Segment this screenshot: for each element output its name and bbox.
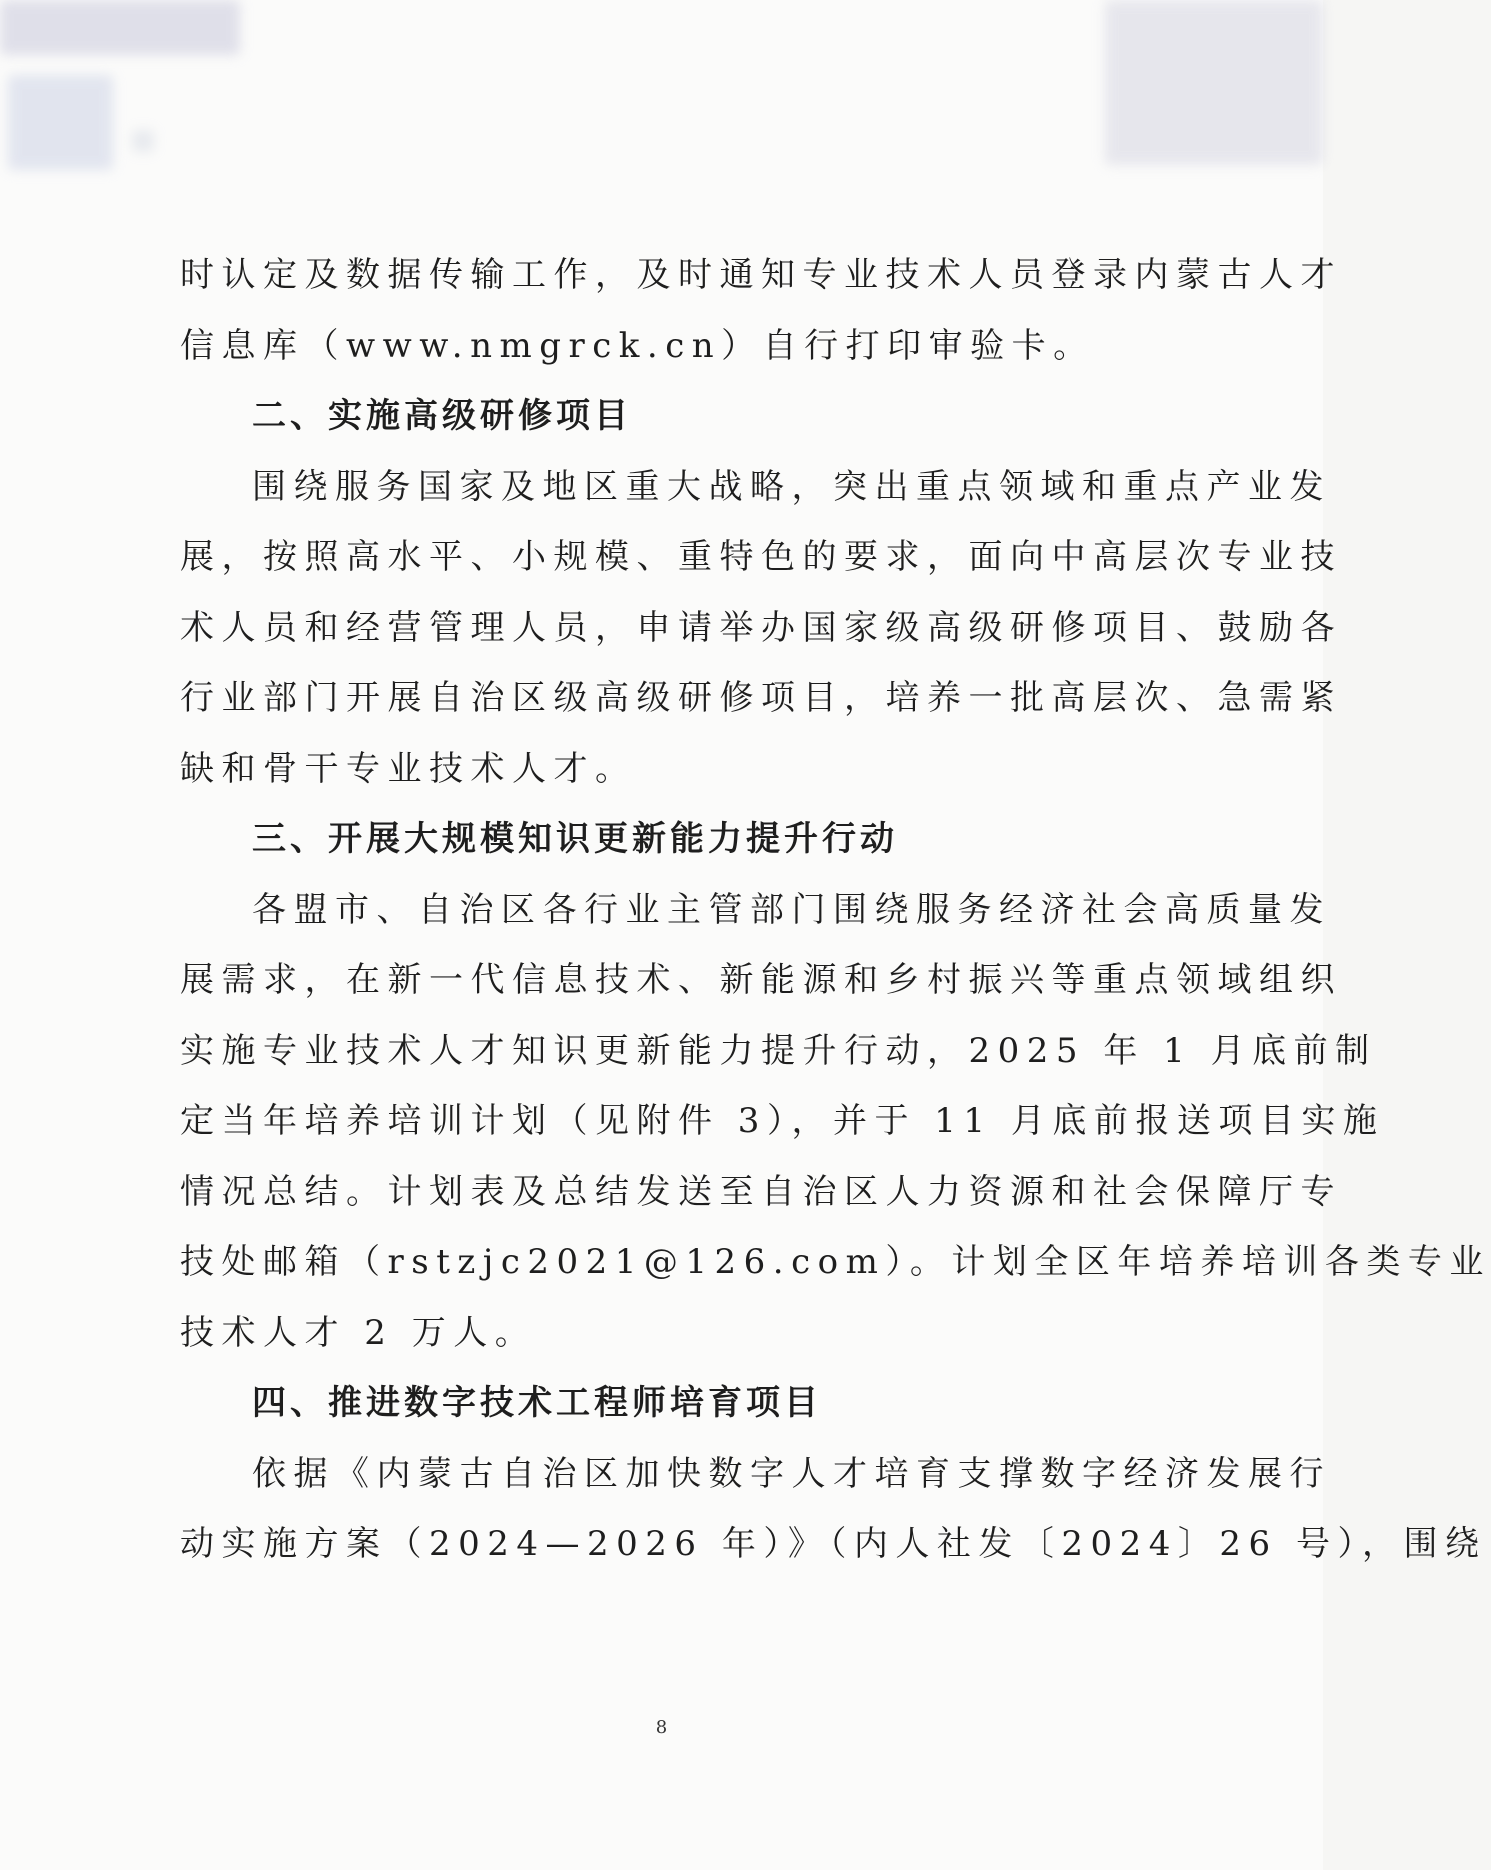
section-heading: 四、推进数字技术工程师培育项目 [252, 1383, 822, 1423]
paragraph-line: 技术人才 2 万人。 [180, 1312, 537, 1353]
paragraph-line: 依据《内蒙古自治区加快数字人才培育支撑数字经济发展行 [252, 1453, 1331, 1494]
paragraph-line: 技处邮箱（rstzjc2021@126.com）。计划全区年培养培训各类专业 [180, 1242, 1491, 1282]
paragraph-line: 定当年培养培训计划（见附件 3），并于 11 月底前报送项目实施 [180, 1101, 1385, 1141]
paragraph-line: 信息库（www.nmgrck.cn）自行打印审验卡。 [180, 325, 1095, 366]
section-heading: 三、开展大规模知识更新能力提升行动 [252, 819, 898, 859]
paragraph-line: 展需求，在新一代信息技术、新能源和乡村振兴等重点领域组织 [180, 960, 1342, 1000]
paragraph-line: 展，按照高水平、小规模、重特色的要求，面向中高层次专业技 [180, 537, 1342, 577]
scan-smudge [132, 130, 154, 152]
scan-smudge [8, 75, 113, 170]
paragraph-line: 缺和骨干专业技术人才。 [180, 748, 637, 789]
paragraph-line: 实施专业技术人才知识更新能力提升行动，2025 年 1 月底前制 [180, 1030, 1377, 1071]
paragraph-line: 各盟市、自治区各行业主管部门围绕服务经济社会高质量发 [252, 889, 1331, 930]
section-heading: 二、实施高级研修项目 [252, 396, 632, 436]
document-body [180, 240, 1491, 1580]
scan-smudge [0, 0, 240, 55]
paragraph-line: 围绕服务国家及地区重大战略，突出重点领域和重点产业发 [252, 466, 1331, 507]
page-number: 8 [655, 1717, 668, 1738]
paragraph-line: 动实施方案（2024—2026 年）》（内人社发〔2024〕26 号），围绕 [180, 1524, 1487, 1564]
paragraph-line: 行业部门开展自治区级高级研修项目，培养一批高层次、急需紧 [180, 678, 1342, 718]
paragraph-line: 情况总结。计划表及总结发送至自治区人力资源和社会保障厅专 [180, 1171, 1342, 1212]
paragraph-line: 时认定及数据传输工作，及时通知专业技术人员登录内蒙古人才 [180, 255, 1342, 295]
paragraph-line: 术人员和经营管理人员，申请举办国家级高级研修项目、鼓励各 [180, 607, 1342, 648]
scan-smudge [1105, 0, 1323, 165]
